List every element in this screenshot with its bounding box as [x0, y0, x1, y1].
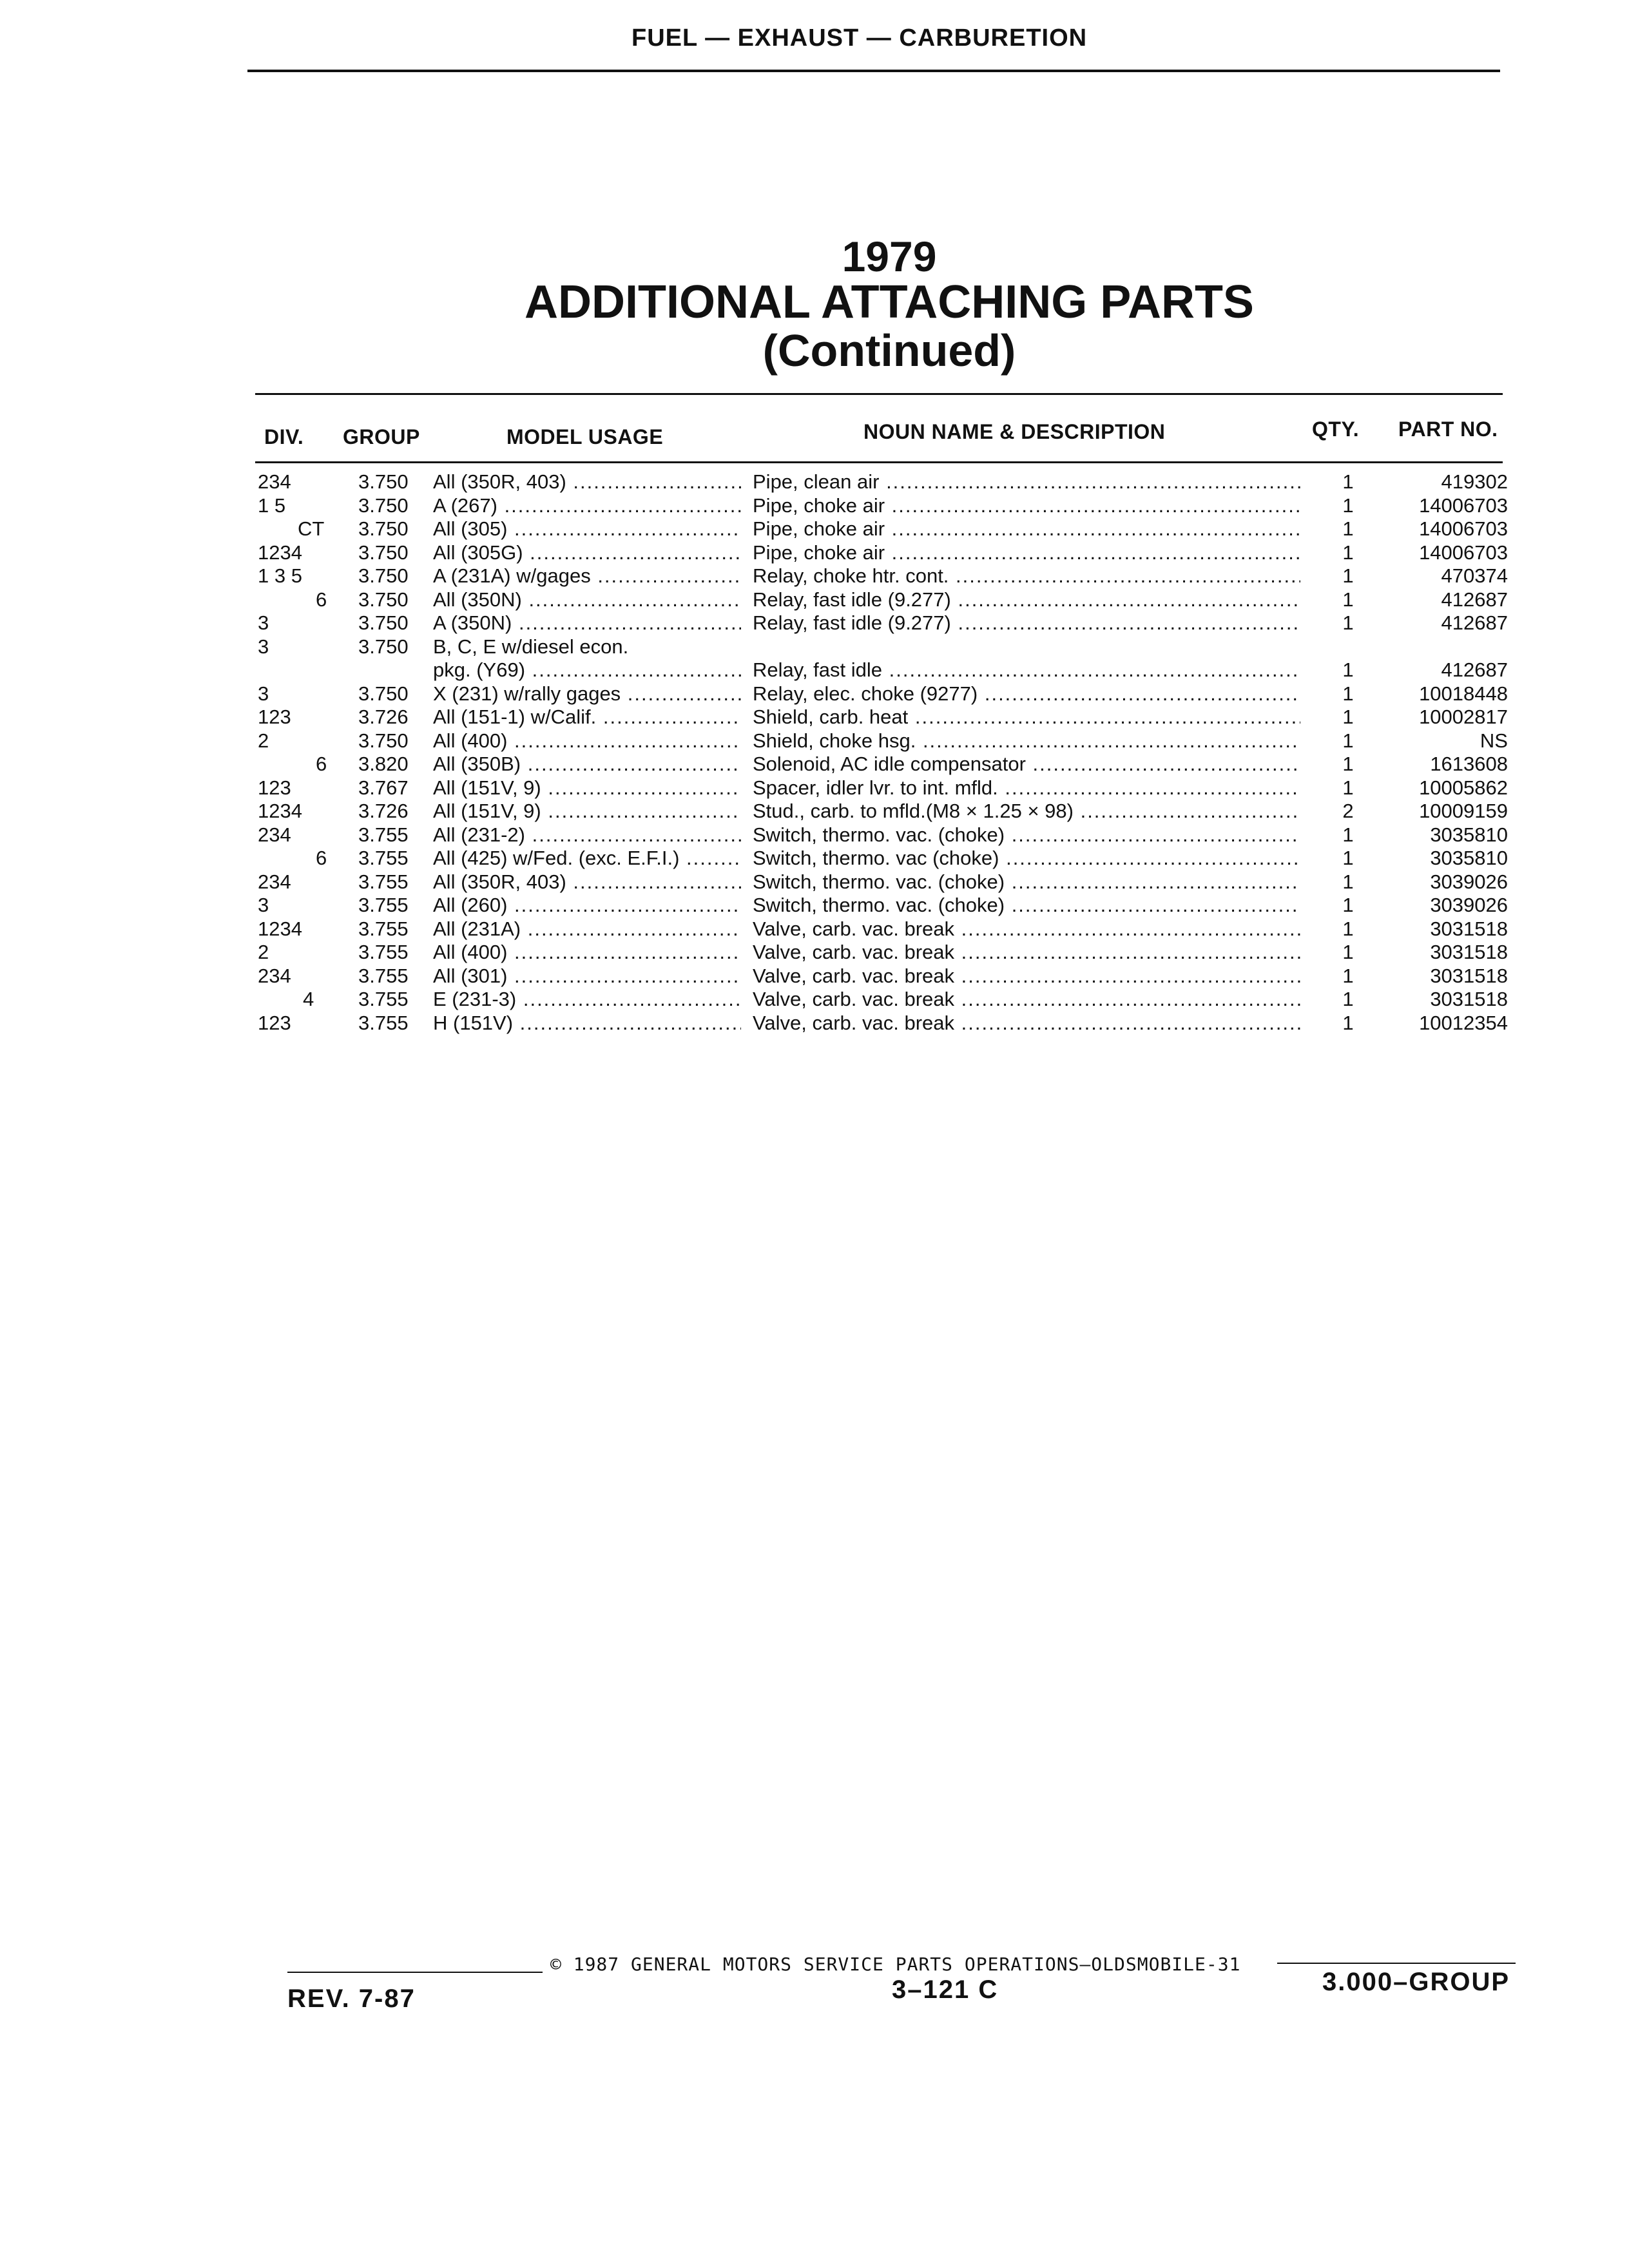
row-part-number: 14006703 [1419, 494, 1508, 517]
row-part-number: 412687 [1441, 611, 1508, 634]
table-row [0, 541, 1629, 565]
row-model-usage: All (350B) ..... [433, 753, 741, 776]
row-group: 3.755 [358, 917, 409, 940]
row-group: 3.726 [358, 706, 409, 728]
row-description: Relay, fast idle (9.277) ..... [753, 588, 1300, 611]
row-div: 3 [258, 894, 269, 916]
row-div: 234 [258, 964, 291, 987]
table-row [0, 918, 1629, 941]
row-div: 6 [316, 847, 327, 869]
table-row [0, 776, 1629, 800]
table-row [0, 729, 1629, 753]
row-qty: 1 [1342, 611, 1354, 634]
row-model-usage: pkg. (Y69) ..... [433, 658, 741, 682]
table-row [0, 517, 1629, 541]
row-qty: 1 [1342, 847, 1354, 869]
row-part-number: 3031518 [1430, 917, 1508, 940]
page-subtitle: (Continued) [762, 325, 1016, 376]
row-group: 3.726 [358, 800, 409, 822]
row-model-usage: All (231A) ..... [433, 918, 741, 941]
row-group: 3.750 [358, 635, 409, 658]
table-row [0, 611, 1629, 635]
row-model-usage: All (301) ..... [433, 965, 741, 988]
row-model-usage: All (151V, 9) ..... [433, 800, 741, 823]
row-model-usage: All (425) w/Fed. (exc. E.F.I.) ..... [433, 847, 741, 870]
row-part-number: 412687 [1441, 658, 1508, 681]
row-div: 2 [258, 729, 269, 752]
row-qty: 1 [1342, 823, 1354, 846]
table-row [0, 988, 1629, 1012]
row-div: 6 [316, 753, 327, 775]
title-year: 1979 [842, 233, 937, 280]
row-div: 1 3 5 [258, 564, 302, 587]
row-description: Relay, choke htr. cont. ..... [753, 564, 1300, 588]
row-group: 3.750 [358, 588, 409, 611]
row-model-usage: B, C, E w/diesel econ. [433, 635, 629, 658]
row-model-usage: All (151V, 9) ..... [433, 776, 741, 800]
row-div: 234 [258, 470, 291, 493]
row-part-number: 3035810 [1430, 823, 1508, 846]
row-description: Solenoid, AC idle compensator ..... [753, 753, 1300, 776]
footer-rule-right [1277, 1963, 1516, 1964]
row-group: 3.750 [358, 729, 409, 752]
table-row [0, 635, 1629, 659]
parts-table [0, 470, 1629, 1035]
row-part-number: 419302 [1441, 470, 1508, 493]
row-part-number: 3031518 [1430, 988, 1508, 1010]
row-model-usage: E (231-3) ..... [433, 988, 741, 1011]
row-qty: 1 [1342, 988, 1354, 1010]
row-description: Shield, carb. heat ..... [753, 706, 1300, 729]
row-part-number: 10018448 [1419, 682, 1508, 705]
row-description: Valve, carb. vac. break ..... [753, 941, 1300, 964]
table-row [0, 682, 1629, 706]
row-description: Pipe, clean air ..... [753, 470, 1300, 494]
row-group: 3.755 [358, 894, 409, 916]
column-header-model-usage: MODEL USAGE [506, 425, 664, 448]
column-header-div: DIV. [264, 425, 304, 448]
row-part-number: 10012354 [1419, 1011, 1508, 1034]
column-header-qty: QTY. [1312, 418, 1360, 441]
row-description: Spacer, idler lvr. to int. mfld. ..... [753, 776, 1300, 800]
row-model-usage: All (400) ..... [433, 729, 741, 753]
row-description: Stud., carb. to mfld.(M8 × 1.25 × 98) ..... [753, 800, 1300, 823]
row-group: 3.750 [358, 517, 409, 540]
row-qty: 1 [1342, 941, 1354, 963]
row-qty: 1 [1342, 729, 1354, 752]
page-title: ADDITIONAL ATTACHING PARTS [525, 276, 1254, 328]
footer-copyright: © 1987 GENERAL MOTORS SERVICE PARTS OPERATIONS—OLDSMOBILE-31 [550, 1954, 1241, 1975]
row-description: Switch, thermo. vac. (choke) ..... [753, 894, 1300, 917]
row-description: Relay, fast idle (9.277) ..... [753, 611, 1300, 635]
table-row [0, 588, 1629, 612]
row-part-number: 3039026 [1430, 870, 1508, 893]
row-description: Pipe, choke air ..... [753, 494, 1300, 517]
row-div: 2 [258, 941, 269, 963]
row-qty: 1 [1342, 1011, 1354, 1034]
row-qty: 1 [1342, 494, 1354, 517]
column-header-noun-name: NOUN NAME & DESCRIPTION [863, 420, 1166, 443]
row-group: 3.755 [358, 988, 409, 1010]
row-qty: 2 [1342, 800, 1354, 822]
row-div: 123 [258, 1011, 291, 1034]
row-qty: 1 [1342, 964, 1354, 987]
row-qty: 1 [1342, 894, 1354, 916]
table-row [0, 658, 1629, 682]
header-rule [247, 70, 1500, 72]
row-div: 123 [258, 706, 291, 728]
row-group: 3.755 [358, 847, 409, 869]
table-row [0, 941, 1629, 965]
row-description: Pipe, choke air ..... [753, 541, 1300, 564]
row-qty: 1 [1342, 776, 1354, 799]
row-model-usage: A (231A) w/gages ..... [433, 564, 741, 588]
row-div: 3 [258, 611, 269, 634]
row-part-number: 14006703 [1419, 541, 1508, 564]
row-description: Pipe, choke air ..... [753, 517, 1300, 541]
row-part-number: 3039026 [1430, 894, 1508, 916]
table-row [0, 800, 1629, 823]
row-model-usage: All (151-1) w/Calif. ..... [433, 706, 741, 729]
row-div: 1234 [258, 800, 302, 822]
row-group: 3.755 [358, 823, 409, 846]
row-part-number: 1613608 [1430, 753, 1508, 775]
row-model-usage: All (231-2) ..... [433, 823, 741, 847]
row-div: 3 [258, 635, 269, 658]
row-part-number: 3035810 [1430, 847, 1508, 869]
table-row [0, 706, 1629, 729]
row-description: Relay, fast idle ..... [753, 658, 1300, 682]
footer-rule-left [287, 1972, 543, 1973]
row-description: Shield, choke hsg. ..... [753, 729, 1300, 753]
table-row [0, 1012, 1629, 1035]
row-model-usage: All (305G) ..... [433, 541, 741, 564]
row-model-usage: All (350R, 403) ..... [433, 470, 741, 494]
row-model-usage: All (350R, 403) ..... [433, 870, 741, 894]
row-group: 3.750 [358, 541, 409, 564]
row-model-usage: A (267) ..... [433, 494, 741, 517]
row-part-number: 10009159 [1419, 800, 1508, 822]
row-description: Relay, elec. choke (9277) ..... [753, 682, 1300, 706]
row-group: 3.767 [358, 776, 409, 799]
row-part-number: 10002817 [1419, 706, 1508, 728]
row-group: 3.750 [358, 682, 409, 705]
row-description: Valve, carb. vac. break ..... [753, 918, 1300, 941]
column-header-group: GROUP [343, 425, 420, 448]
column-header-part-no: PART NO. [1398, 418, 1498, 441]
row-group: 3.755 [358, 964, 409, 987]
table-row [0, 564, 1629, 588]
row-div: 6 [316, 588, 327, 611]
row-qty: 1 [1342, 541, 1354, 564]
row-div: 4 [303, 988, 314, 1010]
row-part-number: NS [1480, 729, 1508, 752]
row-description: Valve, carb. vac. break ..... [753, 1012, 1300, 1035]
row-qty: 1 [1342, 706, 1354, 728]
table-row [0, 823, 1629, 847]
row-part-number: 470374 [1441, 564, 1508, 587]
row-group: 3.750 [358, 611, 409, 634]
row-qty: 1 [1342, 564, 1354, 587]
footer-revision: REV. 7-87 [287, 1984, 416, 2013]
row-qty: 1 [1342, 753, 1354, 775]
row-part-number: 10005862 [1419, 776, 1508, 799]
table-top-rule [255, 393, 1503, 395]
row-description: Switch, thermo. vac. (choke) ..... [753, 870, 1300, 894]
row-div: 1234 [258, 917, 302, 940]
table-row [0, 470, 1629, 494]
row-model-usage: All (350N) ..... [433, 588, 741, 611]
row-qty: 1 [1342, 470, 1354, 493]
row-model-usage: A (350N) ..... [433, 611, 741, 635]
row-qty: 1 [1342, 658, 1354, 681]
row-group: 3.750 [358, 494, 409, 517]
row-div: CT [298, 517, 325, 540]
row-part-number: 3031518 [1430, 941, 1508, 963]
row-model-usage: All (305) ..... [433, 517, 741, 541]
footer-page-number: 3–121 C [892, 1975, 999, 2004]
row-qty: 1 [1342, 917, 1354, 940]
table-row [0, 494, 1629, 518]
row-group: 3.750 [358, 470, 409, 493]
table-row [0, 894, 1629, 918]
row-model-usage: All (260) ..... [433, 894, 741, 917]
section-title: FUEL — EXHAUST — CARBURETION [631, 24, 1088, 52]
row-div: 1 5 [258, 494, 286, 517]
row-qty: 1 [1342, 588, 1354, 611]
row-model-usage: All (400) ..... [433, 941, 741, 964]
row-model-usage: X (231) w/rally gages ..... [433, 682, 741, 706]
row-div: 1234 [258, 541, 302, 564]
row-group: 3.750 [358, 564, 409, 587]
row-description: Valve, carb. vac. break ..... [753, 988, 1300, 1011]
row-div: 234 [258, 870, 291, 893]
row-div: 234 [258, 823, 291, 846]
row-group: 3.755 [358, 941, 409, 963]
row-part-number: 412687 [1441, 588, 1508, 611]
row-qty: 1 [1342, 870, 1354, 893]
row-part-number: 3031518 [1430, 964, 1508, 987]
footer-group: 3.000–GROUP [1322, 1968, 1510, 1996]
row-div: 123 [258, 776, 291, 799]
row-group: 3.755 [358, 1011, 409, 1034]
table-header-rule [255, 461, 1503, 463]
row-description: Switch, thermo. vac. (choke) ..... [753, 823, 1300, 847]
table-row [0, 870, 1629, 894]
table-row [0, 753, 1629, 776]
table-row [0, 847, 1629, 870]
row-description: Valve, carb. vac. break ..... [753, 965, 1300, 988]
row-qty: 1 [1342, 682, 1354, 705]
row-group: 3.755 [358, 870, 409, 893]
row-model-usage: H (151V) ..... [433, 1012, 741, 1035]
row-div: 3 [258, 682, 269, 705]
row-description: Switch, thermo. vac (choke) ..... [753, 847, 1300, 870]
table-row [0, 965, 1629, 988]
row-qty: 1 [1342, 517, 1354, 540]
row-group: 3.820 [358, 753, 409, 775]
row-part-number: 14006703 [1419, 517, 1508, 540]
